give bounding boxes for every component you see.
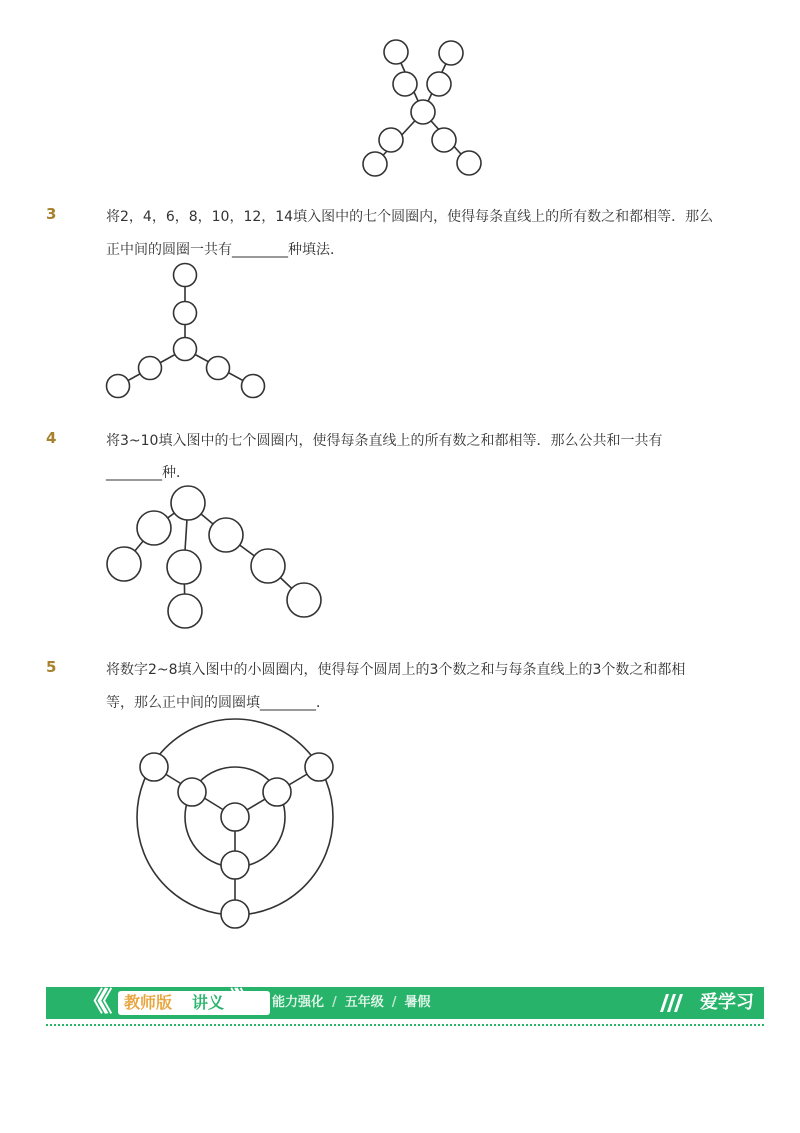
figure-circle [393,72,417,96]
figure-circle [207,357,230,380]
figure-circle [305,753,333,781]
figure-circle [242,375,265,398]
figure-circle [139,357,162,380]
question-text: 等，那么正中间的圆圈填________． [106,695,330,711]
figure-circle [457,151,481,175]
question-text: 将2，4，6，8，10，12，14填入图中的七个圆圈内，使得每条直线上的所有数之和都相等．那么 [106,209,714,225]
tree-figure [100,482,330,637]
figure-circle [427,72,451,96]
figure-circle-center [411,100,435,124]
question-number: 3 [46,205,57,223]
breadcrumb [272,987,431,1019]
crumb: 暑假 [404,995,431,1010]
figure-circle [363,152,387,176]
crumb-separator: / [332,995,337,1010]
figure-circle [439,41,463,65]
figure-circle [140,753,168,781]
question-number: 5 [46,658,57,676]
question-text: 正中间的圆圈一共有________种填法． [106,242,344,258]
question-text: ________种． [106,465,190,481]
figure-circle [432,128,456,152]
question-text: 将数字2~8填入图中的小圆圈内，使得每个圆周上的3个数之和与每条直线上的3个数之和都相 [106,662,686,678]
figure-circle [178,778,206,806]
concentric-circles-figure [130,715,345,935]
footer-dotted-divider [46,1024,764,1026]
figure-circle [251,549,285,583]
figure-circle [107,375,130,398]
right-chevrons: 》》 [230,987,255,1018]
teacher-edition-label: 教师版 [124,993,173,1012]
figure-circle-center [221,803,249,831]
brand-name: 爱学习 [700,992,754,1013]
figure-circle [171,486,205,520]
figure-circle [379,128,403,152]
question-text: 将3~10填入图中的七个圆圈内，使得每条直线上的所有数之和都相等．那么公共和一共有 [106,433,663,449]
figure-circle-center [174,338,197,361]
crumb: 五年级 [344,995,384,1010]
figure-circle [137,511,171,545]
figure-circle [168,594,202,628]
x-shape-figure [355,30,495,185]
figure-circle [384,40,408,64]
figure-circle [263,778,291,806]
figure-circle [287,583,321,617]
figure-circle [167,550,201,584]
footer-band [46,987,764,1019]
left-chevrons: 《《 [80,987,105,1018]
crumb: 能力强化 [272,995,325,1010]
figure-circle [174,302,197,325]
figure-circle [221,851,249,879]
figure-circle [221,900,249,928]
lecture-label: 讲义 [192,993,225,1012]
figure-circle [107,547,141,581]
figure-circle [174,264,197,287]
question-number: 4 [46,429,57,447]
brand-logo-icon [658,992,686,1014]
crumb-separator: / [391,995,397,1010]
figure-circle [209,518,243,552]
y-shape-figure [100,258,280,408]
